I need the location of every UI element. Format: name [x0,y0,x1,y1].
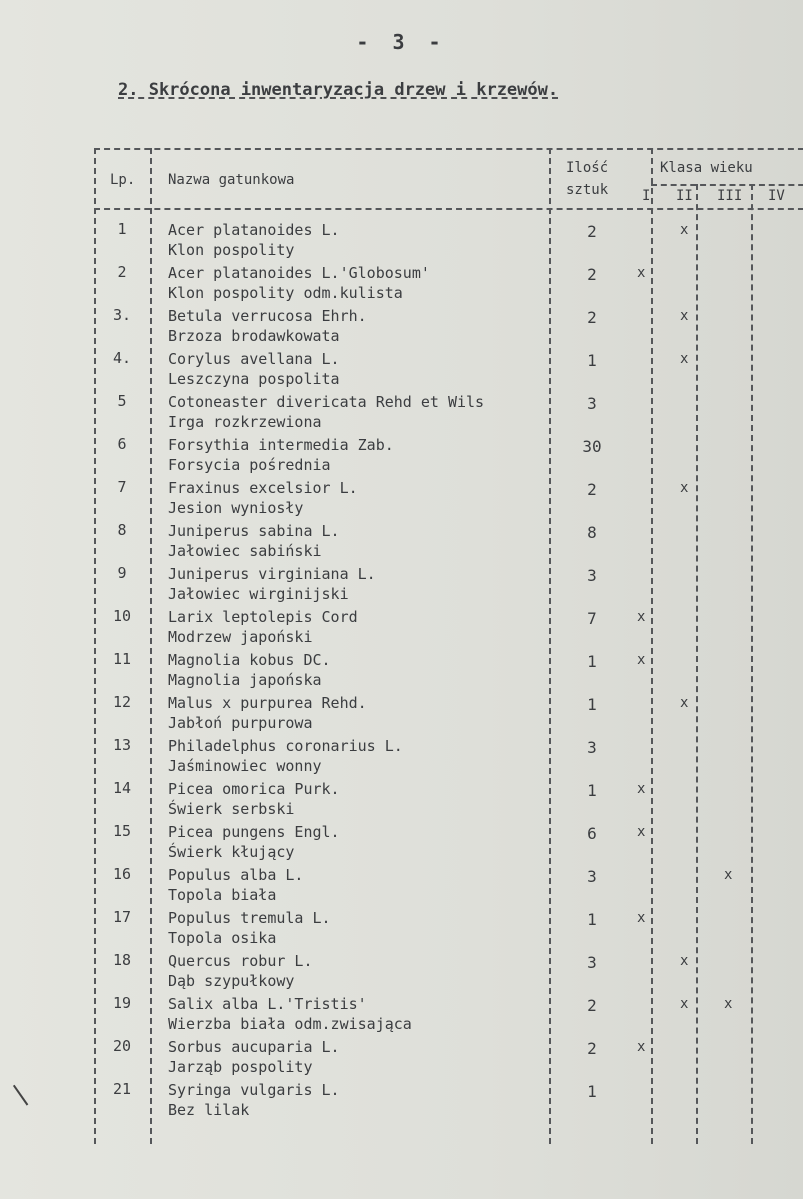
header-age-III: III [717,188,743,204]
latin-name: Populus tremula L. [168,909,331,927]
header-qty-line1: Ilość [566,160,609,176]
row-qty: 2 [587,480,597,499]
row-qty: 1 [587,351,597,370]
table-row [94,822,803,866]
table-row [94,306,803,350]
mark-age-I: x [637,652,646,668]
table-row [94,1037,803,1081]
row-name [168,521,340,561]
row-qty: 7 [587,609,597,628]
latin-name: Larix leptolepis Cord [168,608,358,626]
row-name [168,392,484,432]
margin-pen-mark [13,1074,43,1105]
row-lp: 16 [112,865,132,883]
mark-age-III: x [724,996,733,1012]
header-bottom-line [94,208,803,210]
row-name [168,650,331,690]
header-name: Nazwa gatunkowa [168,172,295,188]
row-qty: 3 [587,867,597,886]
polish-name: Leszczyna pospolita [168,370,340,388]
latin-name: Corylus avellana L. [168,350,340,368]
row-lp: 17 [112,908,132,926]
header-age-class: Klasa wieku [660,160,753,176]
row-name [168,736,403,776]
table-row [94,994,803,1038]
mark-age-I: x [637,1039,646,1055]
row-qty: 1 [587,910,597,929]
row-name [168,779,340,819]
row-name [168,263,430,303]
polish-name: Świerk kłujący [168,843,295,861]
row-name [168,693,367,733]
table-row [94,478,803,522]
header-lp: Lp. [110,172,136,188]
row-qty: 1 [587,652,597,671]
row-lp: 20 [112,1037,132,1055]
row-lp: 6 [117,435,127,453]
row-lp: 8 [117,521,127,539]
row-qty: 2 [587,996,597,1015]
table-row [94,951,803,995]
table-row [94,1080,803,1124]
latin-name: Malus x purpurea Rehd. [168,694,367,712]
row-qty: 1 [587,1082,597,1101]
row-name [168,478,358,518]
row-name [168,994,412,1034]
table-row [94,392,803,436]
row-qty: 3 [587,738,597,757]
latin-name: Forsythia intermedia Zab. [168,436,394,454]
header-age-II: II [676,188,693,204]
row-lp: 7 [117,478,127,496]
mark-age-II: x [680,308,689,324]
row-qty: 1 [587,781,597,800]
row-qty: 30 [582,437,602,456]
row-qty: 1 [587,695,597,714]
latin-name: Acer platanoides L.'Globosum' [168,264,430,282]
row-lp: 4. [112,349,132,367]
header-qty-line2: sztuk [566,182,609,198]
row-lp: 21 [112,1080,132,1098]
polish-name: Topola biała [168,886,277,904]
table-row [94,693,803,737]
row-lp: 11 [112,650,132,668]
row-lp: 10 [112,607,132,625]
row-qty: 2 [587,1039,597,1058]
latin-name: Juniperus sabina L. [168,522,340,540]
latin-name: Populus alba L. [168,866,304,884]
row-qty: 3 [587,566,597,585]
latin-name: Betula verrucosa Ehrh. [168,307,367,325]
polish-name: Jabłoń purpurowa [168,714,313,732]
latin-name: Magnolia kobus DC. [168,651,331,669]
polish-name: Bez lilak [168,1101,250,1119]
row-qty: 6 [587,824,597,843]
row-name [168,607,358,647]
row-name [168,1080,340,1120]
row-qty: 3 [587,953,597,972]
table-row [94,865,803,909]
latin-name: Juniperus virginiana L. [168,565,376,583]
polish-name: Modrzew japoński [168,628,313,646]
latin-name: Picea omorica Purk. [168,780,340,798]
mark-age-II: x [680,695,689,711]
latin-name: Quercus robur L. [168,952,313,970]
polish-name: Klon pospolity odm.kulista [168,284,403,302]
mark-age-III: x [724,867,733,883]
age-class-underline [651,184,803,186]
page-number: - 3 - [356,30,447,54]
table-row [94,220,803,264]
table-row [94,349,803,393]
latin-name: Picea pungens Engl. [168,823,340,841]
row-lp: 19 [112,994,132,1012]
row-lp: 15 [112,822,132,840]
table-row [94,736,803,780]
mark-age-II: x [680,351,689,367]
polish-name: Irga rozkrzewiona [168,413,322,431]
row-lp: 13 [112,736,132,754]
polish-name: Forsycia pośrednia [168,456,331,474]
polish-name: Dąb szypułkowy [168,972,295,990]
row-name [168,220,340,260]
latin-name: Syringa vulgaris L. [168,1081,340,1099]
row-name [168,908,331,948]
header-age-IV: IV [768,188,785,204]
row-name [168,349,340,389]
row-name [168,865,303,905]
table-row [94,435,803,479]
mark-age-II: x [680,953,689,969]
row-lp: 18 [112,951,132,969]
row-lp: 5 [117,392,127,410]
table-row [94,779,803,823]
polish-name: Jarząb pospolity [168,1058,313,1076]
mark-age-II: x [680,480,689,496]
mark-age-II: x [680,222,689,238]
polish-name: Wierzba biała odm.zwisająca [168,1015,412,1033]
polish-name: Jaśminowiec wonny [168,757,322,775]
polish-name: Magnolia japońska [168,671,322,689]
polish-name: Jesion wyniosły [168,499,304,517]
latin-name: Salix alba L.'Tristis' [168,995,367,1013]
table-row [94,650,803,694]
latin-name: Cotoneaster divericata Rehd et Wils [168,393,485,411]
row-lp: 2 [117,263,127,281]
row-name [168,822,340,862]
row-lp: 3. [112,306,132,324]
row-lp: 12 [112,693,132,711]
mark-age-II: x [680,996,689,1012]
section-title: 2. Skrócona inwentaryzacja drzew i krzewów. [118,80,559,100]
row-qty: 8 [587,523,597,542]
header-age-I: I [642,188,651,204]
latin-name: Acer platanoides L. [168,221,340,239]
mark-age-I: x [637,265,646,281]
row-qty: 2 [587,265,597,284]
mark-age-I: x [637,824,646,840]
row-qty: 2 [587,308,597,327]
table-row [94,521,803,565]
inventory-table [94,148,803,1144]
row-name [168,306,367,346]
row-name [168,951,313,991]
row-lp: 9 [117,564,127,582]
mark-age-I: x [637,609,646,625]
table-border-top [94,148,803,150]
mark-age-I: x [637,910,646,926]
row-name [168,435,394,475]
row-qty: 3 [587,394,597,413]
row-qty: 2 [587,222,597,241]
polish-name: Brzoza brodawkowata [168,327,340,345]
table-row [94,908,803,952]
polish-name: Jałowiec sabiński [168,542,322,560]
row-name [168,564,376,604]
latin-name: Sorbus aucuparia L. [168,1038,340,1056]
latin-name: Fraxinus excelsior L. [168,479,358,497]
row-lp: 1 [117,220,127,238]
latin-name: Philadelphus coronarius L. [168,737,403,755]
row-lp: 14 [112,779,132,797]
polish-name: Świerk serbski [168,800,295,818]
polish-name: Jałowiec wirginijski [168,585,349,603]
row-name [168,1037,340,1077]
table-row [94,607,803,651]
mark-age-I: x [637,781,646,797]
polish-name: Topola osika [168,929,277,947]
table-row [94,263,803,307]
polish-name: Klon pospolity [168,241,295,259]
table-row [94,564,803,608]
